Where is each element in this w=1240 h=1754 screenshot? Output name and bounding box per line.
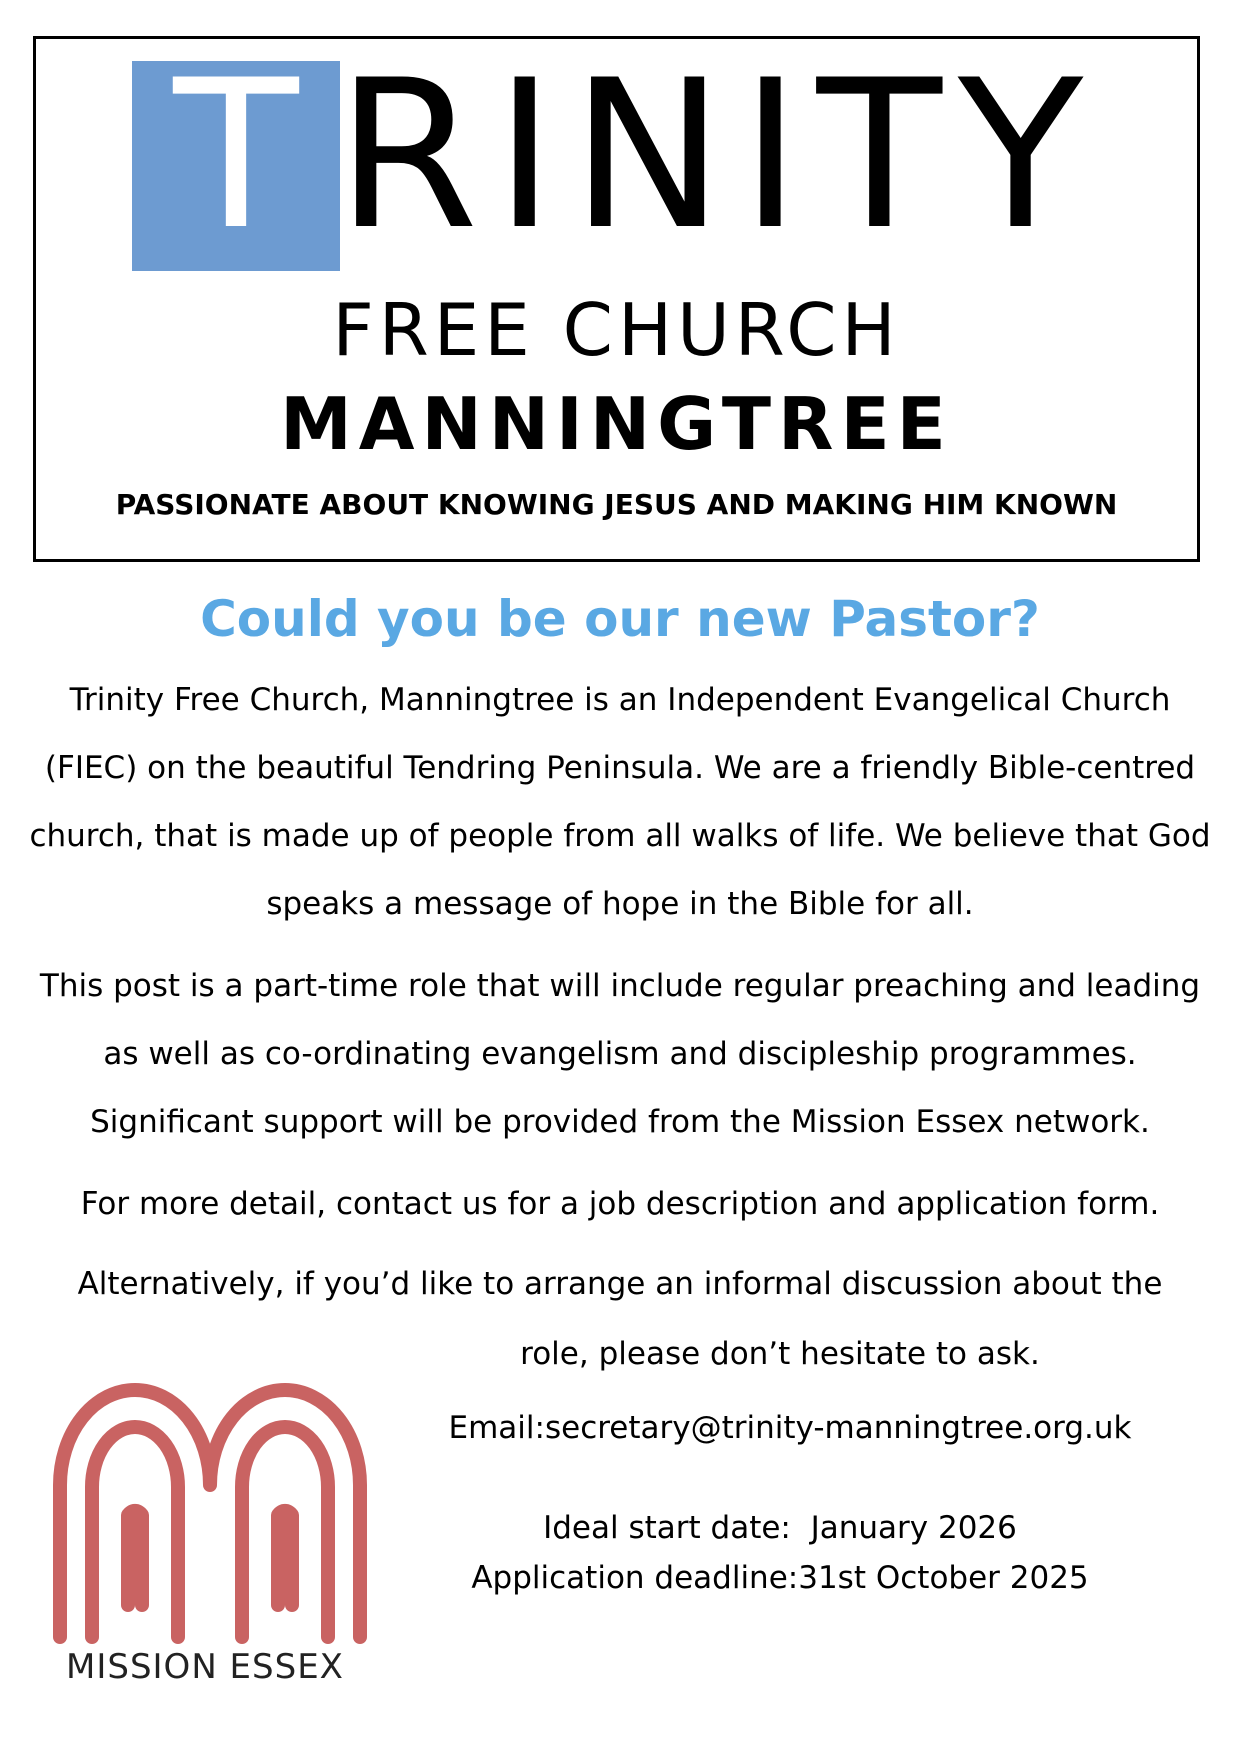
email-line xyxy=(400,1404,1180,1452)
headline: Could you be our new Pastor? xyxy=(200,590,1040,648)
start-date-label: Ideal start date: xyxy=(543,1510,791,1546)
subtitle: FREE CHURCH xyxy=(332,288,901,372)
outer-arch xyxy=(60,1390,360,1637)
location-title: MANNINGTREE xyxy=(280,382,953,466)
right-window-stroke xyxy=(278,1511,292,1605)
deadline-value: 31st October 2025 xyxy=(798,1560,1089,1596)
start-date-value: January 2026 xyxy=(810,1510,1017,1546)
church-header xyxy=(33,36,1200,562)
contact-paragraph: For more detail, contact us for a job description and application form. xyxy=(80,1186,1160,1222)
left-window-stroke xyxy=(128,1511,142,1605)
tagline: PASSIONATE ABOUT KNOWING JESUS AND MAKING HIM KNOWN xyxy=(115,488,1118,521)
start-date-line xyxy=(420,1505,1140,1551)
deadline-label: Application deadline: xyxy=(471,1560,799,1596)
intro-paragraph: Trinity Free Church, Manningtree is an Independent Evangelical Church (FIEC) on the beautiful Tendring Peninsula. We are a friendly Bible-centred church, that is made up of people from all walks of life. We believe that God speaks a message of hope in the Bible for all. xyxy=(29,682,1211,922)
mission-essex-logo-text: MISSION ESSEX xyxy=(66,1647,344,1687)
email-label: Email: xyxy=(448,1410,545,1446)
deadline-line xyxy=(420,1555,1140,1601)
alternative-paragraph-line2: role, please don’t hesitate to ask. xyxy=(520,1336,1040,1372)
title-t-block xyxy=(132,37,340,275)
email-link[interactable]: secretary@trinity-manningtree.org.uk xyxy=(544,1410,1132,1446)
mission-essex-arches-icon xyxy=(50,1375,370,1645)
role-paragraph: This post is a part-time role that will include regular preaching and leading as well as co-ordinating evangelism and discipleship programmes. Significant support will be provided from the Mission Essex network. xyxy=(39,968,1201,1140)
title-rest: RINITY xyxy=(336,37,1100,275)
alternative-paragraph-line1: Alternatively, if you’d like to arrange an informal discussion about the xyxy=(77,1266,1163,1302)
title-first-letter: T xyxy=(173,37,299,275)
